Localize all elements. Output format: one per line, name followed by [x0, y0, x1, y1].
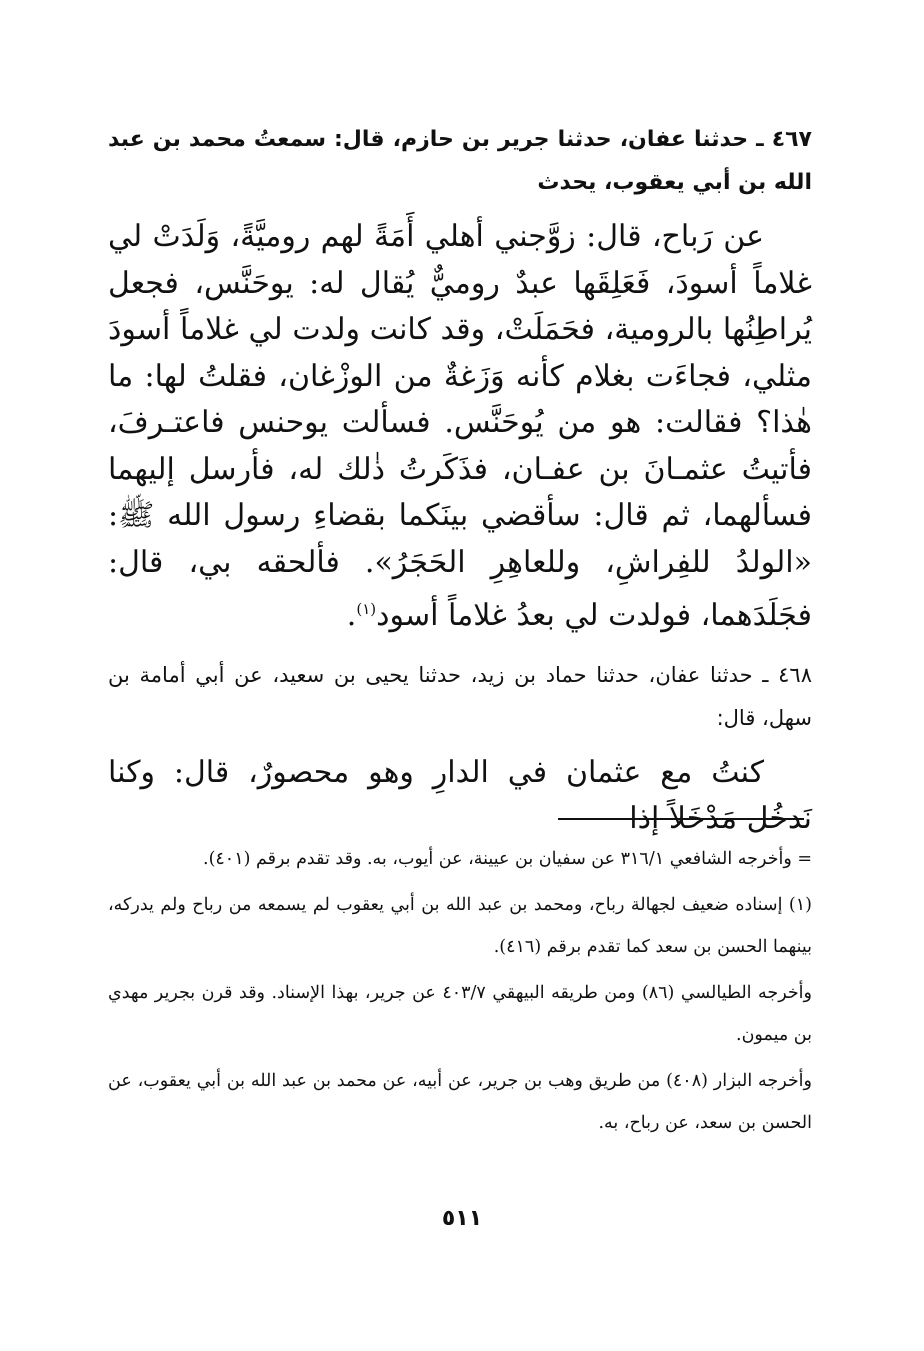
main-text	[108, 118, 812, 842]
footnote-1-source-b: وأخرجه البزار (٤٠٨) من طريق وهب بن جرير، عن أبيه، عن محمد بن عبد الله بن أبي يعقوب، عن الحسن بن سعد، عن رباح، به.	[108, 1071, 812, 1133]
hadith-467-text: عن رَباح، قال: زوَّجني أهلي أَمَةً لهم روميَّةً، وَلَدَتْ لي غلاماً أسودَ، فَعَلِقَها عبدٌ روميٌّ يُقال له: يوحَنَّس، فجعل يُراطِنُها بالرومية، فحَمَلَتْ، وقد كانت ولدت لي غلاماً أسودَ مثلي، فجاءَت بغلام كأنه وَزَغةٌ من الوزْغان، فقلتُ لها: ما هٰذا؟ فقالت: هو من يُوحَنَّس. فسألت يوحنس فاعتـرفَ، فأتيتُ عثمـانَ بن عفـان، فذَكَرتُ ذٰلك له، فأرسل إليهما فسألهما، ثم قال: سأقضي بينَكما بقضاءِ رسول الله ﷺ: «الولدُ للفِراشِ، وللعاهِرِ الحَجَرُ». فألحقه بي، قال: فجَلَدَهما، فولدت لي بعدُ غلاماً أسود$^{(١)}$.	[108, 219, 812, 633]
page-number: ٥١١	[441, 1206, 483, 1231]
footnote-continuation: = وأخرجه الشافعي ٣١٦/١ عن سفيان بن عيينة، عن أيوب، به. وقد تقدم برقم (٤٠١).	[203, 849, 812, 869]
footnote-1: (١) إسناده ضعيف لجهالة رباح، ومحمد بن عبد الله بن أبي يعقوب لم يسمعه من رباح ولم يدركه، بينهما الحسن بن سعد كما تقدم برقم (٤١٦).	[108, 895, 812, 957]
hadith-468-text: كنتُ مع عثمان في الدارِ وهو محصورٌ، قال: وكنا نَدخُل مَدْخَلاً إذا	[108, 754, 812, 836]
hadith-467-body: عن رَباح، قال: زوَّجني أهلي أَمَةً لهم روميَّةً، وَلَدَتْ لي غلاماً أسودَ، فَعَلِقَها عبدٌ روميٌّ يُقال له: يوحَنَّس، فجعل يُراطِنُها بالرومية، فحَمَلَتْ، وقد كانت ولدت لي غلاماً أسودَ مثلي، فجاءَت بغلام كأنه وَزَغةٌ من الوزْغان، فقلتُ لها: ما هٰذا؟ فقالت: هو من يُوحَنَّس. فسألت يوحنس فاعتـرفَ، فأتيتُ عثمـانَ بن عفـان، فذَكَرتُ ذٰلك له، فأرسل إليهما فسألهما، ثم قال: سأقضي بينَكما بقضاءِ رسول الله ﷺ: «الولدُ للفِراشِ، وللعاهِرِ الحَجَرُ». فألحقه بي، قال: فجَلَدَهما، فولدت لي بعدُ غلاماً أسود	[108, 219, 812, 633]
footnote-ref-1: (١)	[356, 600, 377, 618]
footnote-1-source-a: وأخرجه الطيالسي (٨٦) ومن طريقه البيهقي ٤٠٣/٧ عن جرير، بهذا الإسناد. وقد قرن بجرير مهدي بن ميمون.	[108, 983, 812, 1045]
hadith-468-heading: ٤٦٨ ـ حدثنا عفان، حدثنا حماد بن زيد، حدثنا يحيى بن سعيد، عن أبي أمامة بن سهل، قال:	[108, 662, 812, 730]
footnote-separator	[558, 818, 804, 820]
hadith-467-heading: ٤٦٧ ـ حدثنا عفان، حدثنا جرير بن حازم، قال: سمعتُ محمد بن عبد الله بن أبي يعقوب، يحدث	[108, 127, 812, 195]
footnotes	[108, 838, 812, 1144]
